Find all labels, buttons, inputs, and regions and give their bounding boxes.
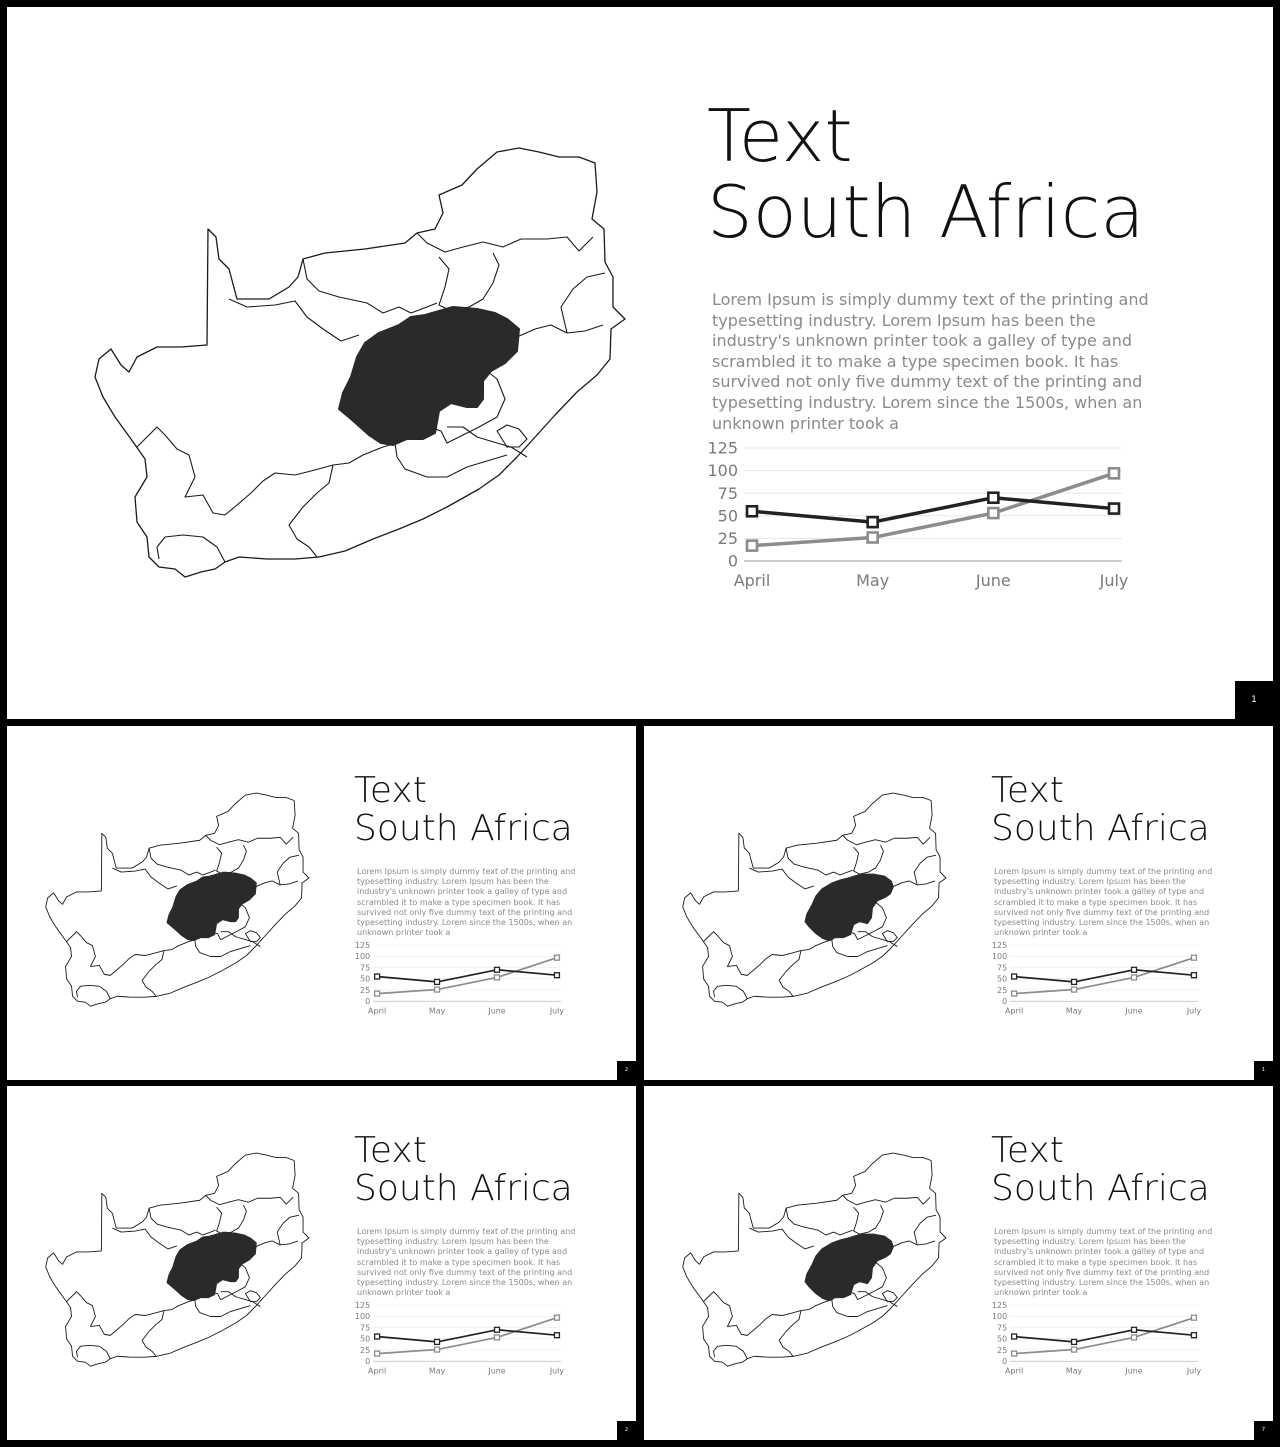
data-point: [747, 506, 757, 516]
data-point: [1072, 1347, 1077, 1352]
y-tick-label: 25: [717, 529, 738, 548]
x-tick-label: May: [428, 1366, 446, 1376]
x-tick-label: July: [1186, 1006, 1202, 1016]
y-tick-label: 100: [355, 952, 371, 962]
page-number: 2: [617, 1061, 636, 1080]
data-point: [1109, 468, 1119, 478]
data-point: [375, 991, 380, 996]
line-chart: [644, 726, 1273, 1080]
y-tick-label: 75: [360, 963, 371, 973]
data-point: [1012, 1334, 1017, 1339]
y-tick-label: 125: [992, 940, 1008, 950]
body-text: Lorem Ipsum is simply dummy text of the printing and typesetting industry. Lorem Ipsum has been the industry's unknown printer took a galley of type and scrambled it to make a type specimen book. It has survived not only five dummy text of the printing and typesetting industry. Lorem since the 1500s, when an unknown printer took a: [357, 867, 576, 938]
line-chart: [644, 1086, 1273, 1440]
data-point: [1132, 1327, 1137, 1332]
data-point: [495, 1335, 500, 1340]
slide-4: [7, 1086, 636, 1440]
series-line: [1014, 1330, 1194, 1342]
title-line-1: Text: [354, 1130, 427, 1171]
x-tick-label: May: [856, 571, 890, 590]
x-tick-label: April: [733, 571, 771, 590]
x-tick-label: June: [488, 1006, 506, 1016]
y-tick-label: 50: [360, 974, 371, 984]
title-line-1: Text: [991, 1130, 1064, 1171]
x-tick-label: July: [549, 1006, 565, 1016]
y-tick-label: 75: [997, 963, 1008, 973]
x-tick-label: April: [1005, 1366, 1024, 1376]
data-point: [1191, 1315, 1196, 1320]
y-tick-label: 50: [997, 974, 1008, 984]
x-tick-label: June: [975, 571, 1011, 590]
data-point: [495, 1327, 500, 1332]
data-point: [1072, 1339, 1077, 1344]
title-line-2: South Africa: [354, 1167, 573, 1209]
y-tick-label: 75: [360, 1323, 371, 1333]
data-point: [1132, 967, 1137, 972]
slide-5: [644, 1086, 1273, 1440]
page-number: 1: [1235, 681, 1273, 719]
x-tick-label: June: [1125, 1366, 1143, 1376]
x-tick-label: April: [1005, 1006, 1024, 1016]
body-text: Lorem Ipsum is simply dummy text of the printing and typesetting industry. Lorem Ipsum has been the industry's unknown printer took a galley of type and scrambled it to make a type specimen book. It has survived not only five dummy text of the printing and typesetting industry. Lorem since the 1500s, when an unknown printer took a: [357, 1227, 576, 1298]
y-tick-label: 25: [360, 1345, 371, 1355]
y-tick-label: 25: [997, 1345, 1008, 1355]
y-tick-label: 50: [717, 506, 738, 526]
x-tick-label: June: [488, 1366, 506, 1376]
data-point: [554, 973, 559, 978]
data-point: [435, 979, 440, 984]
data-point: [495, 975, 500, 980]
data-point: [1012, 974, 1017, 979]
page-number: 1: [1254, 1061, 1273, 1080]
data-point: [988, 508, 998, 518]
line-chart: [7, 726, 636, 1080]
y-tick-label: 25: [997, 985, 1008, 995]
data-point: [435, 1339, 440, 1344]
body-text: Lorem Ipsum is simply dummy text of the printing and typesetting industry. Lorem Ipsum has been the industry's unknown printer took a galley of type and scrambled it to make a type specimen book. It has survived not only five dummy text of the printing and typesetting industry. Lorem since the 1500s, when an unknown printer took a: [994, 1227, 1213, 1298]
title-line-2: South Africa: [707, 169, 1145, 254]
y-tick-label: 100: [355, 1312, 371, 1322]
data-point: [435, 1347, 440, 1352]
x-tick-label: May: [1065, 1006, 1083, 1016]
page-number: 2: [617, 1421, 636, 1440]
y-tick-label: 125: [707, 438, 738, 458]
x-tick-label: July: [1099, 571, 1129, 590]
title-line-1: Text: [991, 770, 1064, 811]
x-tick-label: July: [549, 1366, 565, 1376]
data-point: [375, 974, 380, 979]
y-tick-label: 125: [355, 1300, 371, 1310]
y-tick-label: 25: [360, 985, 371, 995]
slide-2: [7, 726, 636, 1080]
x-tick-label: May: [428, 1006, 446, 1016]
y-tick-label: 75: [997, 1323, 1008, 1333]
data-point: [1109, 504, 1119, 514]
data-point: [988, 493, 998, 503]
line-chart: [7, 1086, 636, 1440]
data-point: [1132, 1335, 1137, 1340]
data-point: [1191, 973, 1196, 978]
y-tick-label: 0: [365, 997, 371, 1007]
title-line-2: South Africa: [991, 1167, 1210, 1209]
line-chart: [7, 7, 1273, 719]
x-tick-label: April: [368, 1006, 387, 1016]
y-tick-label: 75: [717, 483, 738, 503]
data-point: [375, 1351, 380, 1356]
body-text: Lorem Ipsum is simply dummy text of the printing and typesetting industry. Lorem Ipsum has been the industry's unknown printer took a galley of type and scrambled it to make a type specimen book. It has survived not only five dummy text of the printing and typesetting industry. Lorem since the 1500s, when an unknown printer took a: [994, 867, 1213, 938]
data-point: [495, 967, 500, 972]
x-tick-label: June: [1125, 1006, 1143, 1016]
x-tick-label: May: [1065, 1366, 1083, 1376]
series-line: [377, 1330, 557, 1342]
page-number: 7: [1254, 1421, 1273, 1440]
x-tick-label: April: [368, 1366, 387, 1376]
series-line: [1014, 970, 1194, 982]
data-point: [375, 1334, 380, 1339]
title-line-1: Text: [354, 770, 427, 811]
slide-1: [7, 7, 1273, 719]
title-line-1: Text: [707, 94, 853, 178]
data-point: [554, 955, 559, 960]
data-point: [1132, 975, 1137, 980]
y-tick-label: 125: [992, 1300, 1008, 1310]
y-tick-label: 100: [992, 1312, 1008, 1322]
data-point: [868, 532, 878, 542]
data-point: [1191, 955, 1196, 960]
data-point: [868, 517, 878, 527]
data-point: [435, 987, 440, 992]
title-line-2: South Africa: [991, 807, 1210, 849]
data-point: [1072, 979, 1077, 984]
data-point: [1191, 1333, 1196, 1338]
y-tick-label: 100: [707, 461, 738, 481]
data-point: [554, 1315, 559, 1320]
data-point: [1012, 1351, 1017, 1356]
body-text: Lorem Ipsum is simply dummy text of the printing and typesetting industry. Lorem Ipsum has been the industry's unknown printer took a galley of type and scrambled it to make a type specimen book. It has survived not only five dummy text of the printing and typesetting industry. Lorem since the 1500s, when an unknown printer took a: [712, 290, 1149, 433]
y-tick-label: 125: [355, 940, 371, 950]
y-tick-label: 50: [360, 1334, 371, 1344]
y-tick-label: 0: [1002, 997, 1008, 1007]
data-point: [1072, 987, 1077, 992]
data-point: [554, 1333, 559, 1338]
y-tick-label: 100: [992, 952, 1008, 962]
title-line-2: South Africa: [354, 807, 573, 849]
x-tick-label: July: [1186, 1366, 1202, 1376]
slide-3: [644, 726, 1273, 1080]
data-point: [1012, 991, 1017, 996]
y-tick-label: 0: [727, 551, 738, 571]
data-point: [747, 541, 757, 551]
series-line: [752, 498, 1114, 522]
y-tick-label: 0: [1002, 1357, 1008, 1367]
series-line: [377, 970, 557, 982]
y-tick-label: 0: [365, 1357, 371, 1367]
y-tick-label: 50: [997, 1334, 1008, 1344]
